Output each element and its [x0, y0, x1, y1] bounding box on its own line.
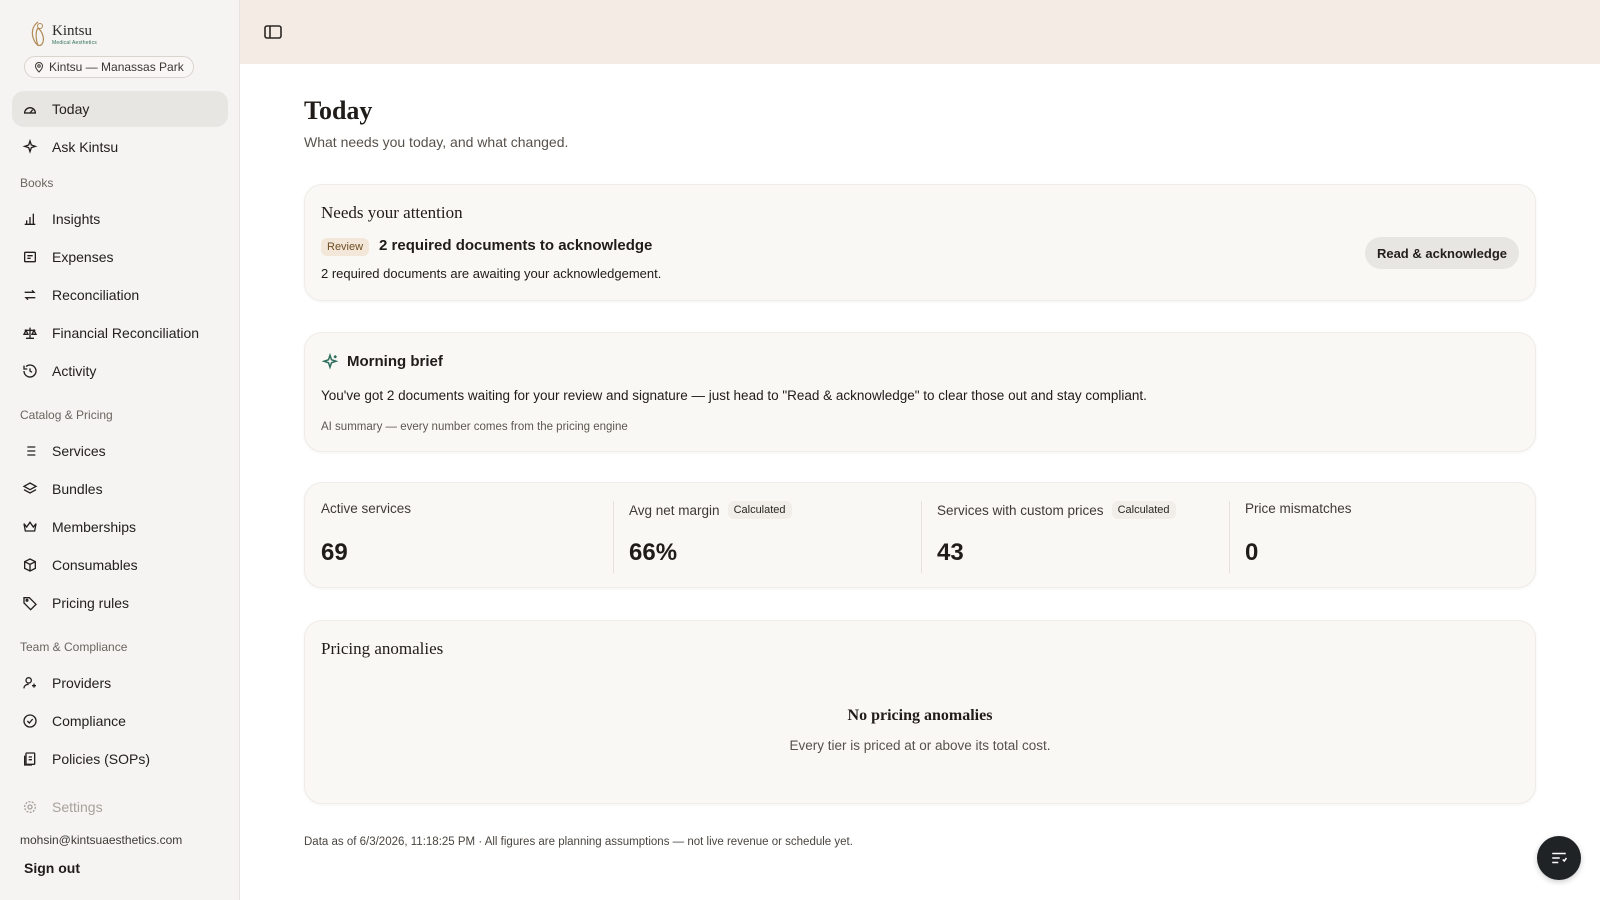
stat-price-mismatches [1229, 483, 1537, 589]
nav-item-label: Consumables [52, 557, 138, 573]
scale-icon [22, 325, 38, 341]
stat-value: 0 [1245, 539, 1259, 566]
read-acknowledge-button[interactable]: Read & acknowledge [1365, 237, 1519, 269]
document-icon [22, 751, 38, 767]
brief-text: You've got 2 documents waiting for your review and signature — just head to "Read & acknowledge" to clear those out and stay compliant. [321, 388, 1147, 403]
nav-item-label: Services [52, 443, 106, 459]
nav-item-reconciliation[interactable] [12, 277, 228, 313]
gear-icon [22, 799, 38, 815]
brand-tagline: Medical Aesthetics [52, 40, 98, 46]
nav-item-label: Compliance [52, 713, 126, 729]
attention-card [304, 184, 1536, 301]
stat-value: 69 [321, 539, 348, 566]
top-bar [240, 0, 1600, 64]
nav-item-label: Reconciliation [52, 287, 140, 303]
brand-name: Kintsu [52, 23, 93, 39]
nav-item-consumables[interactable] [12, 547, 228, 583]
attention-headline: 2 required documents to acknowledge [379, 237, 653, 254]
map-pin-icon [33, 61, 45, 73]
empty-state-title: No pricing anomalies [847, 707, 993, 724]
stat-active-services [305, 483, 613, 589]
stat-label: Avg net margin Calculated [629, 501, 792, 519]
stats-card [304, 482, 1536, 588]
stat-avg-net-margin [613, 483, 921, 589]
nav-item-label: Memberships [52, 519, 137, 535]
nav-item-compliance[interactable] [12, 703, 228, 739]
nav-item-expenses[interactable] [12, 239, 228, 275]
page-subtitle: What needs you today, and what changed. [304, 134, 569, 150]
stat-value: 43 [937, 539, 964, 566]
nav-item-label: Financial Reconciliation [52, 325, 200, 341]
history-icon [22, 363, 38, 379]
stat-label: Price mismatches [1245, 501, 1352, 516]
calculated-badge: Calculated [1112, 501, 1176, 519]
nav-item-label: Activity [52, 363, 97, 379]
anomalies-title: Pricing anomalies [321, 639, 444, 658]
nav-item-bundles[interactable] [12, 471, 228, 507]
sidebar-toggle-icon[interactable] [264, 24, 282, 40]
nav-item-label: Settings [52, 799, 103, 815]
layers-icon [22, 481, 38, 497]
nav-item-settings[interactable] [12, 789, 228, 825]
box-icon [22, 557, 38, 573]
gauge-icon [22, 101, 38, 117]
nav-item-ask-kintsu[interactable] [12, 129, 228, 165]
nav-item-label: Providers [52, 675, 112, 691]
sparkle-icon [321, 353, 339, 371]
morning-brief-card [304, 332, 1536, 452]
nav-item-insights[interactable] [12, 201, 228, 237]
sidebar [0, 0, 240, 900]
location-selector[interactable] [24, 56, 194, 78]
section-label-team: Team & Compliance [20, 640, 128, 654]
nav-item-label: Policies (SOPs) [52, 751, 151, 767]
data-footnote: Data as of 6/3/2026, 11:18:25 PM · All figures are planning assumptions — not live revenue or schedule yet. [304, 836, 853, 848]
kintsu-logo-icon [28, 20, 48, 50]
nav-item-label: Bundles [52, 481, 103, 497]
stat-label: Active services [321, 501, 412, 516]
nav-item-label: Ask Kintsu [52, 139, 119, 155]
sign-out-button[interactable]: Sign out [24, 860, 80, 876]
stat-label: Services with custom prices Calculated [937, 501, 1176, 519]
section-label-catalog: Catalog & Pricing [20, 408, 113, 422]
brief-footer: AI summary — every number comes from the pricing engine [321, 421, 628, 433]
nav-item-pricing-rules[interactable] [12, 585, 228, 621]
list-icon [22, 443, 38, 459]
review-badge: Review [321, 238, 369, 256]
nav-item-providers[interactable] [12, 665, 228, 701]
nav-item-label: Today [52, 101, 90, 117]
stat-value: 66% [629, 539, 678, 566]
calculated-badge: Calculated [728, 501, 792, 519]
crown-icon [22, 519, 38, 535]
location-label: Kintsu — Manassas Park [49, 60, 184, 74]
user-plus-icon [22, 675, 38, 691]
sparkle-icon [22, 139, 38, 155]
stat-custom-prices [921, 483, 1229, 589]
attention-title: Needs your attention [321, 203, 463, 222]
nav-item-label: Insights [52, 211, 101, 227]
page-title: Today [304, 96, 373, 125]
nav-item-activity[interactable] [12, 353, 228, 389]
tag-icon [22, 595, 38, 611]
swap-arrows-icon [22, 287, 38, 303]
filter-action-button[interactable] [1537, 836, 1581, 880]
section-label-books: Books [20, 176, 54, 190]
check-circle-icon [22, 713, 38, 729]
nav-item-label: Pricing rules [52, 595, 130, 611]
nav-item-today[interactable] [12, 91, 228, 127]
attention-body: 2 required documents are awaiting your acknowledgement. [321, 266, 662, 281]
pricing-anomalies-card [304, 620, 1536, 804]
nav-item-label: Expenses [52, 249, 114, 265]
user-email: mohsin@kintsuaesthetics.com [20, 833, 183, 847]
bar-chart-icon [22, 211, 38, 227]
filter-list-icon [1550, 849, 1568, 867]
nav-item-memberships[interactable] [12, 509, 228, 545]
nav-item-services[interactable] [12, 433, 228, 469]
nav-item-policies[interactable] [12, 741, 228, 777]
receipt-icon [22, 249, 38, 265]
nav-item-financial-reconciliation[interactable] [12, 315, 228, 351]
empty-state-subtitle: Every tier is priced at or above its total cost. [789, 738, 1051, 753]
brand-logo[interactable] [28, 20, 97, 50]
brief-title: Morning brief [347, 353, 443, 370]
